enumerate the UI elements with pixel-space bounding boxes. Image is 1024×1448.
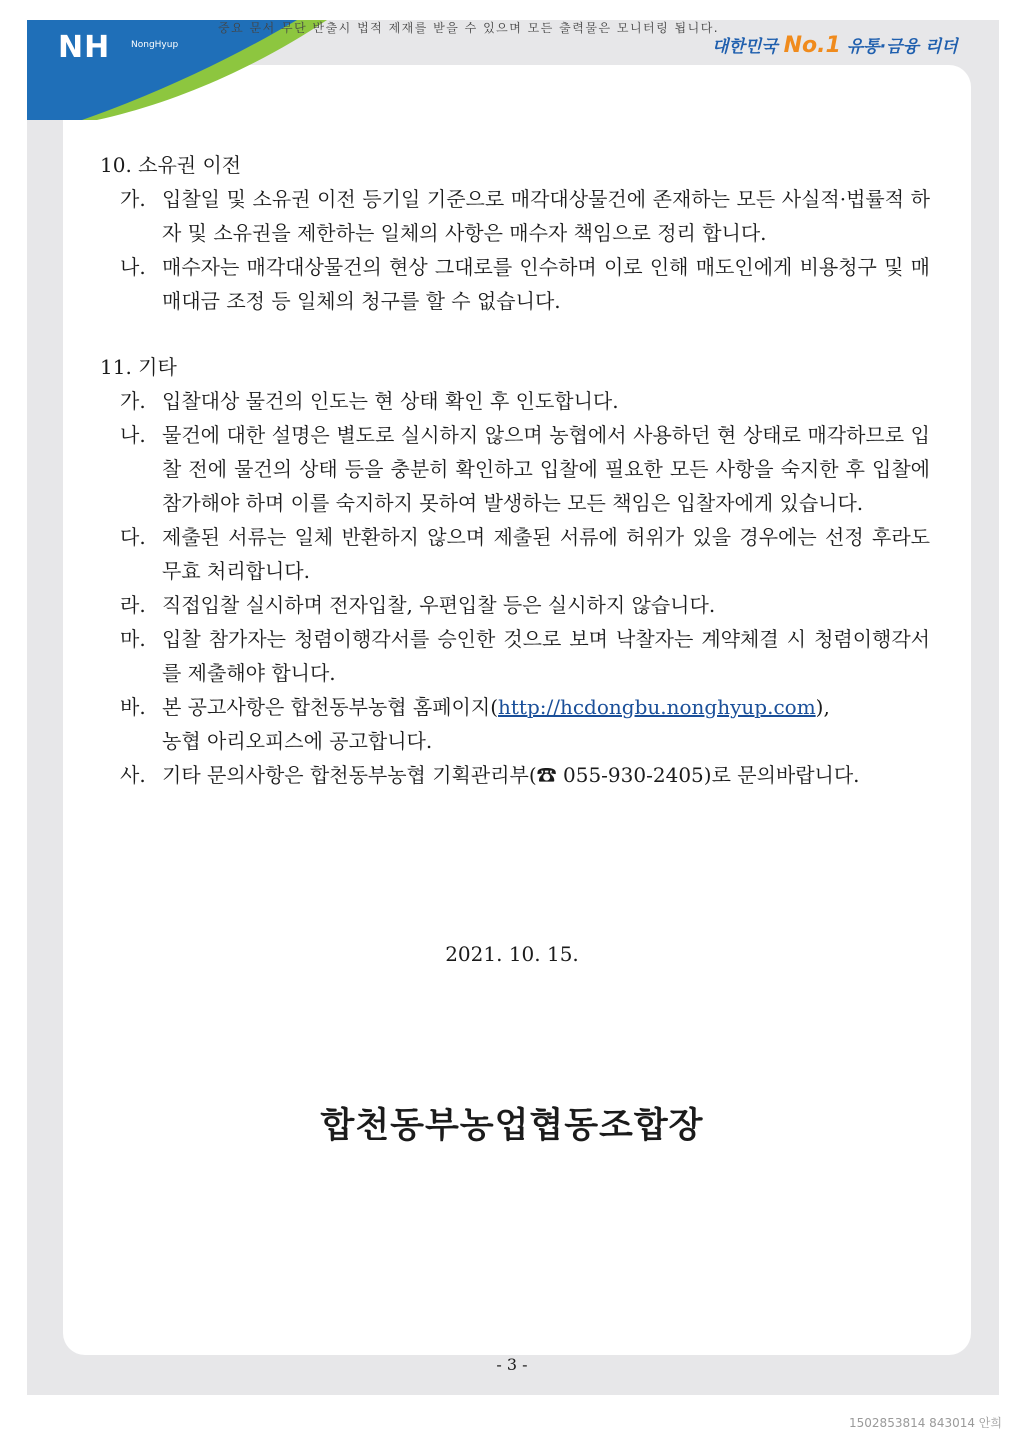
- list-item: [100, 520, 930, 588]
- item-marker: 라.: [120, 593, 146, 617]
- item-marker: 가.: [120, 389, 146, 413]
- item-text: 물건에 대한 설명은 별도로 실시하지 않으며 농협에서 사용하던 현 상태로 매각하므로 입찰 전에 물건의 상태 등을 충분히 확인하고 입찰에 필요한 모든 사항을 숙지한 후 입찰에 참가해야 하며 이를 숙지하지 못하여 발생하는 모든 책임은 입찰자에게 있습니다.: [162, 423, 930, 515]
- slogan-suffix: 유통·금융 리더: [846, 37, 958, 57]
- list-item: [100, 588, 930, 622]
- list-item: [100, 622, 930, 690]
- document-date: 2021. 10. 15.: [445, 942, 579, 966]
- slogan-prefix: 대한민국: [712, 37, 778, 57]
- homepage-text-line2: 농협 아리오피스에 공고합니다.: [162, 729, 433, 753]
- item-text: 제출된 서류는 일체 반환하지 않으며 제출된 서류에 허위가 있을 경우에는 선정 후라도 무효 처리합니다.: [162, 525, 930, 583]
- list-item: [100, 250, 930, 318]
- item-text: [162, 758, 930, 792]
- nh-logo-subtext: NongHyup: [131, 40, 179, 50]
- list-item: [100, 384, 930, 418]
- document-body: [100, 148, 930, 792]
- item-marker: 가.: [120, 187, 146, 211]
- item-marker: 바.: [120, 695, 146, 719]
- list-item-homepage: [100, 690, 930, 758]
- list-item: [100, 182, 930, 250]
- footer-stamp: 1502853814 843014 안희: [849, 1416, 1002, 1430]
- section-heading-misc: 11. 기타: [100, 355, 177, 379]
- homepage-link[interactable]: http://hcdongbu.nonghyup.com: [498, 695, 816, 719]
- item-marker: 나.: [120, 423, 146, 447]
- contact-text-end: )로 문의바랍니다.: [703, 763, 860, 787]
- item-text: [162, 690, 930, 758]
- nh-logo: NH: [58, 30, 111, 65]
- item-text: 직접입찰 실시하며 전자입찰, 우편입찰 등은 실시하지 않습니다.: [162, 593, 716, 617]
- item-marker: 마.: [120, 627, 146, 651]
- slogan-no1: No.1: [783, 33, 841, 58]
- signer-name: 합천동부농업협동조합장: [320, 1105, 704, 1146]
- section-heading-ownership: 10. 소유권 이전: [100, 153, 242, 177]
- item-marker: 사.: [120, 763, 146, 787]
- item-text: 입찰대상 물건의 인도는 현 상태 확인 후 인도합니다.: [162, 389, 619, 413]
- phone-icon: ☎: [536, 763, 557, 787]
- contact-phone: 055-930-2405: [563, 763, 704, 787]
- monitoring-warning: 중요 문서 무단 반출시 법적 제재를 받을 수 있으며 모든 출력물은 모니터링 됩니다.: [218, 21, 720, 35]
- list-item: [100, 418, 930, 520]
- item-text: 입찰일 및 소유권 이전 등기일 기준으로 매각대상물건에 존재하는 모든 사실적·법률적 하자 및 소유권을 제한하는 일체의 사항은 매수자 책임으로 정리 합니다.: [162, 187, 930, 245]
- item-text: 입찰 참가자는 청렴이행각서를 승인한 것으로 보며 낙찰자는 계약체결 시 청렴이행각서를 제출해야 합니다.: [162, 627, 930, 685]
- item-marker: 다.: [120, 525, 146, 549]
- homepage-text-end: ),: [815, 695, 830, 719]
- item-marker: 나.: [120, 255, 146, 279]
- header-slogan: [712, 32, 958, 58]
- homepage-text: 본 공고사항은 합천동부농협 홈페이지(: [162, 695, 498, 719]
- page-number: - 3 -: [496, 1355, 528, 1374]
- contact-text: 기타 문의사항은 합천동부농협 기획관리부(: [162, 763, 537, 787]
- list-item-contact: [100, 758, 930, 792]
- item-text: 매수자는 매각대상물건의 현상 그대로를 인수하며 이로 인해 매도인에게 비용청구 및 매매대금 조정 등 일체의 청구를 할 수 없습니다.: [162, 255, 930, 313]
